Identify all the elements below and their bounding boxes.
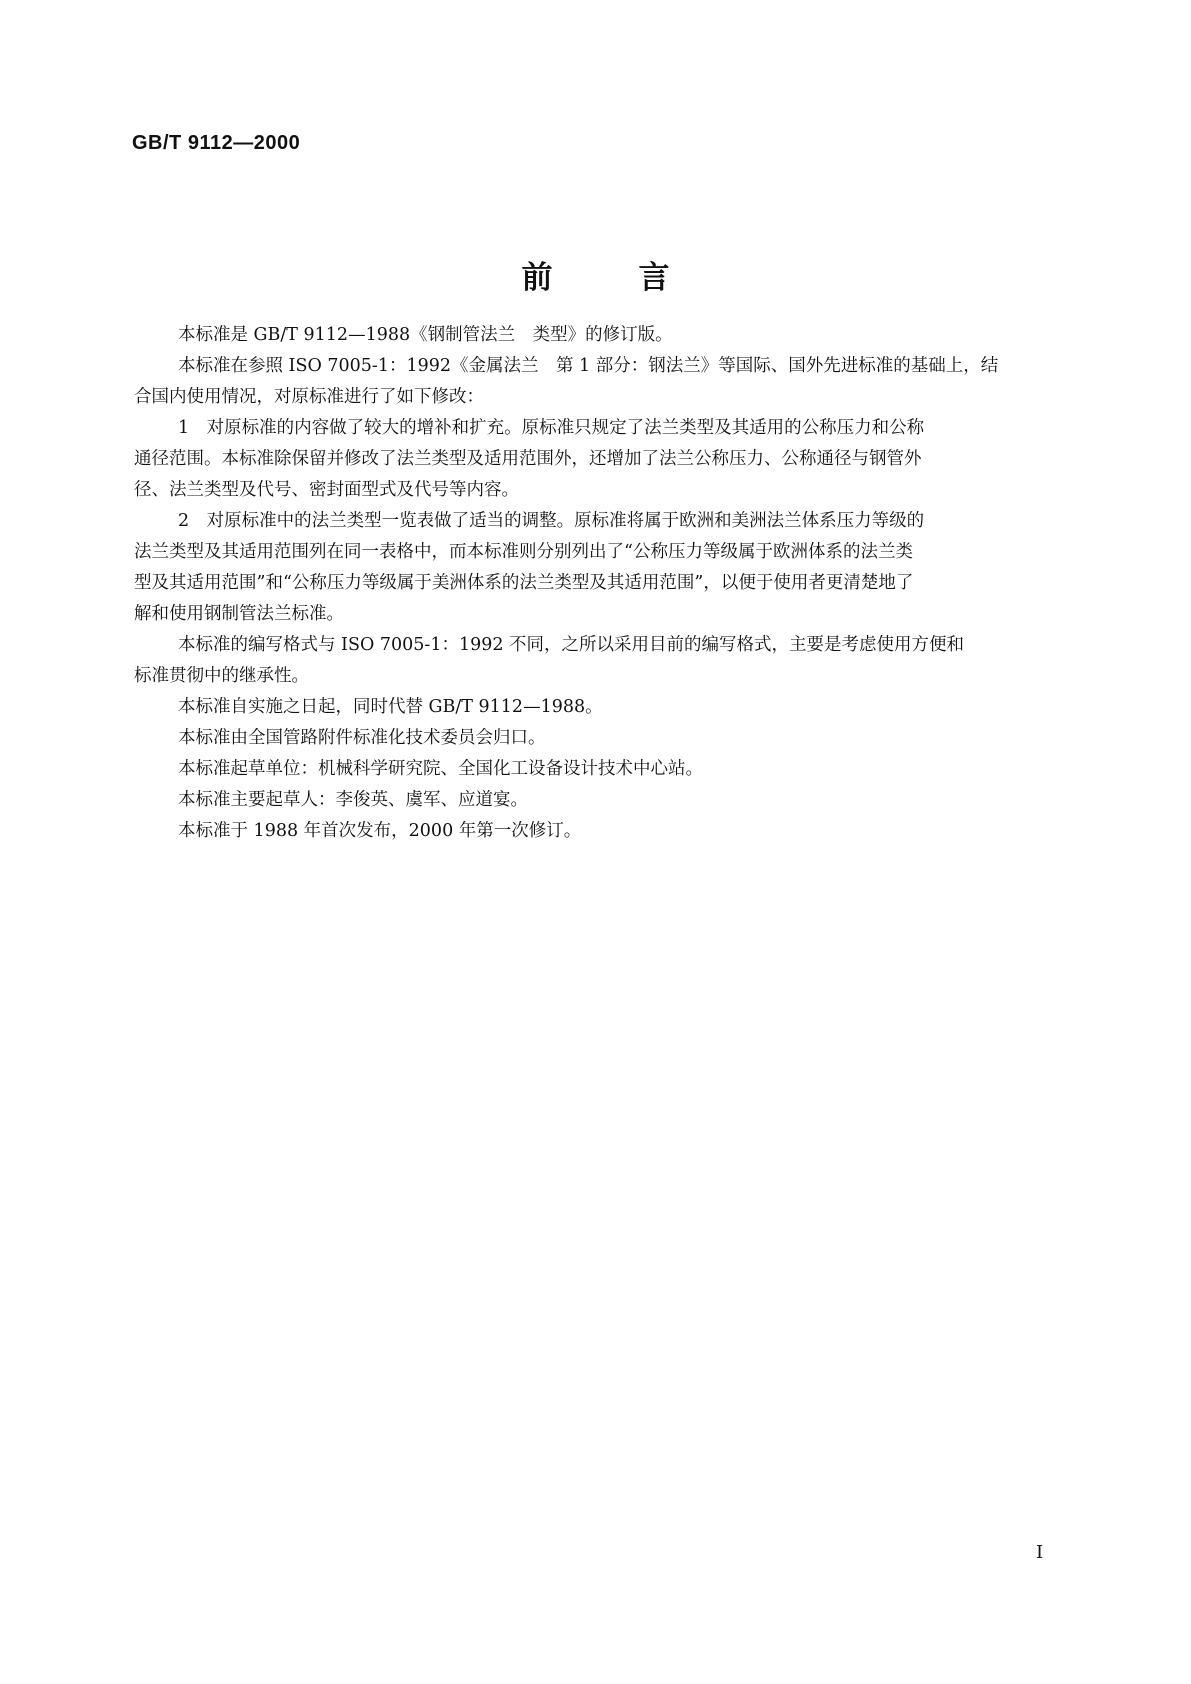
title-char-1: 前 [521,260,553,296]
page-number: I [1036,1542,1044,1563]
preface-body [134,320,1060,847]
paragraph-2-line-2: 合国内使用情况，对原标准进行了如下修改： [134,387,484,407]
paragraph-9: 本标准主要起草人：李俊英、虞军、应道宴。 [178,790,528,810]
paragraph-6: 本标准自实施之日起，同时代替 GB/T 9112—1988。 [178,697,603,717]
paragraph-5-line-2: 标准贯彻中的继承性。 [134,666,309,686]
title-char-2: 言 [638,260,670,296]
standard-number: GB/T 9112—2000 [132,132,301,154]
paragraph-10: 本标准于 1988 年首次发布，2000 年第一次修订。 [178,821,582,841]
paragraph-4-line-2: 法兰类型及其适用范围列在同一表格中，而本标准则分别列出了“公称压力等级属于欧洲体系的法兰类 [134,542,913,562]
paragraph-4-line-4: 解和使用钢制管法兰标准。 [134,604,344,624]
paragraph-3-line-2: 通径范围。本标准除保留并修改了法兰类型及适用范围外，还增加了法兰公称压力、公称通径与钢管外 [134,449,922,469]
paragraph-4-line-3: 型及其适用范围”和“公称压力等级属于美洲体系的法兰类型及其适用范围”，以便于使用者更清楚地了 [134,573,914,593]
paragraph-8: 本标准起草单位：机械科学研究院、全国化工设备设计技术中心站。 [178,759,703,779]
paragraph-2-line-1: 本标准在参照 ISO 7005-1：1992《金属法兰 第 1 部分：钢法兰》等国际、国外先进标准的基础上，结 [178,356,999,376]
paragraph-5-line-1: 本标准的编写格式与 ISO 7005-1：1992 不同，之所以采用目前的编写格式，主要是考虑使用方便和 [178,635,965,655]
paragraph-1: 本标准是 GB/T 9112—1988《钢制管法兰 类型》的修订版。 [178,325,673,345]
paragraph-3-line-3: 径、法兰类型及代号、密封面型式及代号等内容。 [134,480,519,500]
paragraph-3-line-1: 1 对原标准的内容做了较大的增补和扩充。原标准只规定了法兰类型及其适用的公称压力和公称 [178,418,925,438]
page-title [0,252,1191,297]
paragraph-7: 本标准由全国管路附件标准化技术委员会归口。 [178,728,546,748]
paragraph-4-line-1: 2 对原标准中的法兰类型一览表做了适当的调整。原标准将属于欧洲和美洲法兰体系压力等级的 [178,511,925,531]
